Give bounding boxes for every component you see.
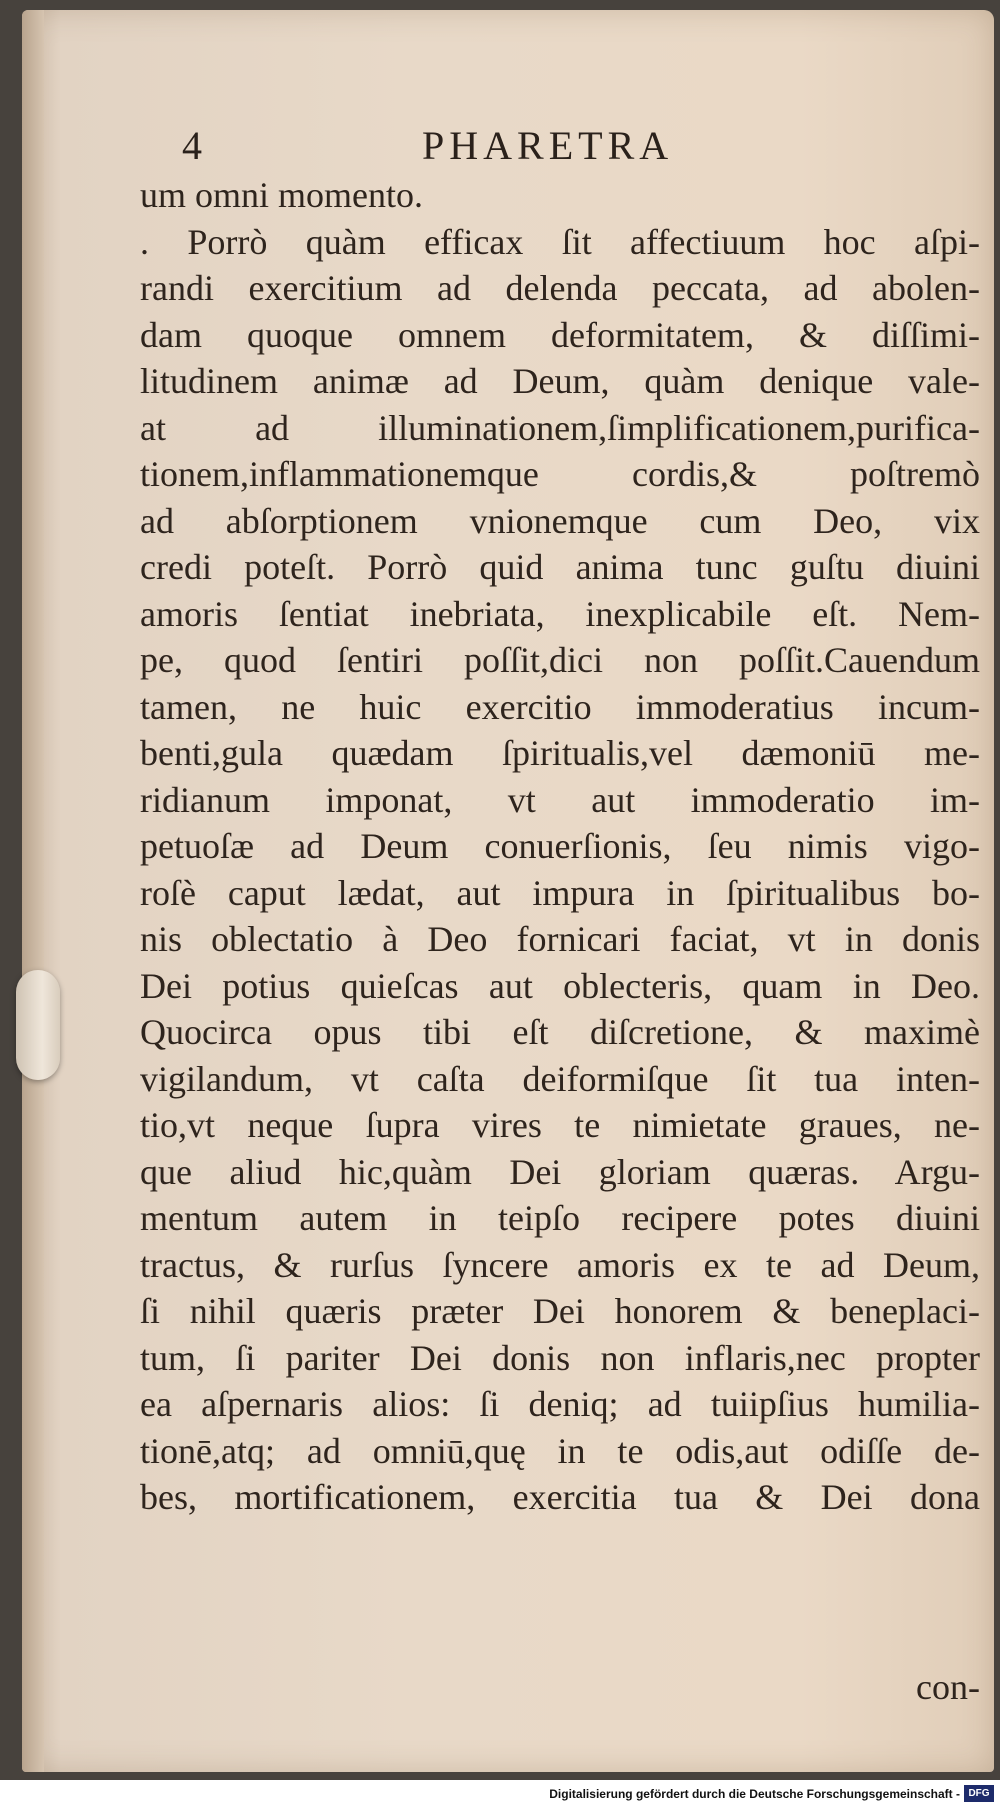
- text-line: tio,vt neque ſupra vires te nimietate graues, ne-: [140, 1105, 980, 1145]
- text-line: amoris ſentiat inebriata, inexplicabile eſt. Nem-: [140, 593, 980, 634]
- text-line: um omni momento.: [140, 175, 423, 215]
- text-line: Dei potius quieſcas aut oblecteris, quam in Deo.: [140, 965, 980, 1006]
- text-line: bes, mortificationem, exercitia tua & Dei dona: [140, 1477, 980, 1517]
- text-line: mentum autem in teipſo recipere potes diuini: [140, 1198, 980, 1238]
- text-line: pe, quod ſentiri poſſit,dici non poſſit.Cauendum: [140, 640, 980, 680]
- body-text: [140, 172, 980, 1707]
- text-line: tionē,atq; ad omniū,quę in te odis,aut odiſſe de-: [140, 1430, 980, 1471]
- text-line: roſè caput lædat, aut impura in ſpiritualibus bo-: [140, 872, 980, 913]
- text-line: vigilandum, vt caſta deiformiſque ſit tua inten-: [140, 1058, 980, 1099]
- page-number: 4: [182, 123, 202, 168]
- text-line: dam quoque omnem deformitatem, & diſſimi-: [140, 314, 980, 355]
- text-line: petuoſæ ad Deum conuerſionis, ſeu nimis vigo-: [140, 826, 980, 866]
- running-title: PHARETRA: [422, 123, 674, 168]
- text-line: . Porrò quàm efficax ſit affectiuum hoc aſpi-: [140, 221, 980, 262]
- text-line: tionem,inflammationemque cordis,& poſtremò: [140, 454, 980, 494]
- funding-credit: Digitalisierung gefördert durch die Deutsche Forschungsgemeinschaft -: [549, 1787, 960, 1801]
- text-line: tractus, & rurſus ſyncere amoris ex te ad Deum,: [140, 1244, 980, 1285]
- catchword: con-: [916, 1667, 980, 1707]
- digitization-footer: [0, 1780, 1000, 1811]
- text-line: litudinem animæ ad Deum, quàm denique vale-: [140, 361, 980, 401]
- text-line: tamen, ne huic exercitio immoderatius incum-: [140, 686, 980, 727]
- text-line: ad abſorptionem vnionemque cum Deo, vix: [140, 500, 980, 541]
- book-clasp: [16, 970, 60, 1080]
- text-line: benti,gula quædam ſpiritualis,vel dæmoniū me-: [140, 733, 980, 773]
- text-line: ſi nihil quæris præter Dei honorem & beneplaci-: [140, 1291, 980, 1331]
- book-page: [22, 10, 994, 1772]
- text-line: tum, ſi pariter Dei donis non inflaris,nec propter: [140, 1337, 980, 1378]
- dfg-logo: DFG: [964, 1785, 994, 1802]
- text-line: Quocirca opus tibi eſt diſcretione, & maximè: [140, 1012, 980, 1052]
- text-line: credi poteſt. Porrò quid anima tunc guſtu diuini: [140, 547, 980, 587]
- text-line: ridianum imponat, vt aut immoderatio im-: [140, 779, 980, 820]
- text-line: nis oblectatio à Deo fornicari faciat, vt in donis: [140, 919, 980, 959]
- text-line: randi exercitium ad delenda peccata, ad abolen-: [140, 268, 980, 308]
- text-line: at ad illuminationem,ſimplificationem,purifica-: [140, 407, 980, 448]
- page-edge: [22, 10, 44, 1772]
- text-line: que aliud hic,quàm Dei gloriam quæras. Argu-: [140, 1151, 980, 1192]
- page-header: [22, 122, 994, 172]
- text-line: ea aſpernaris alios: ſi deniq; ad tuiipſius humilia-: [140, 1384, 980, 1424]
